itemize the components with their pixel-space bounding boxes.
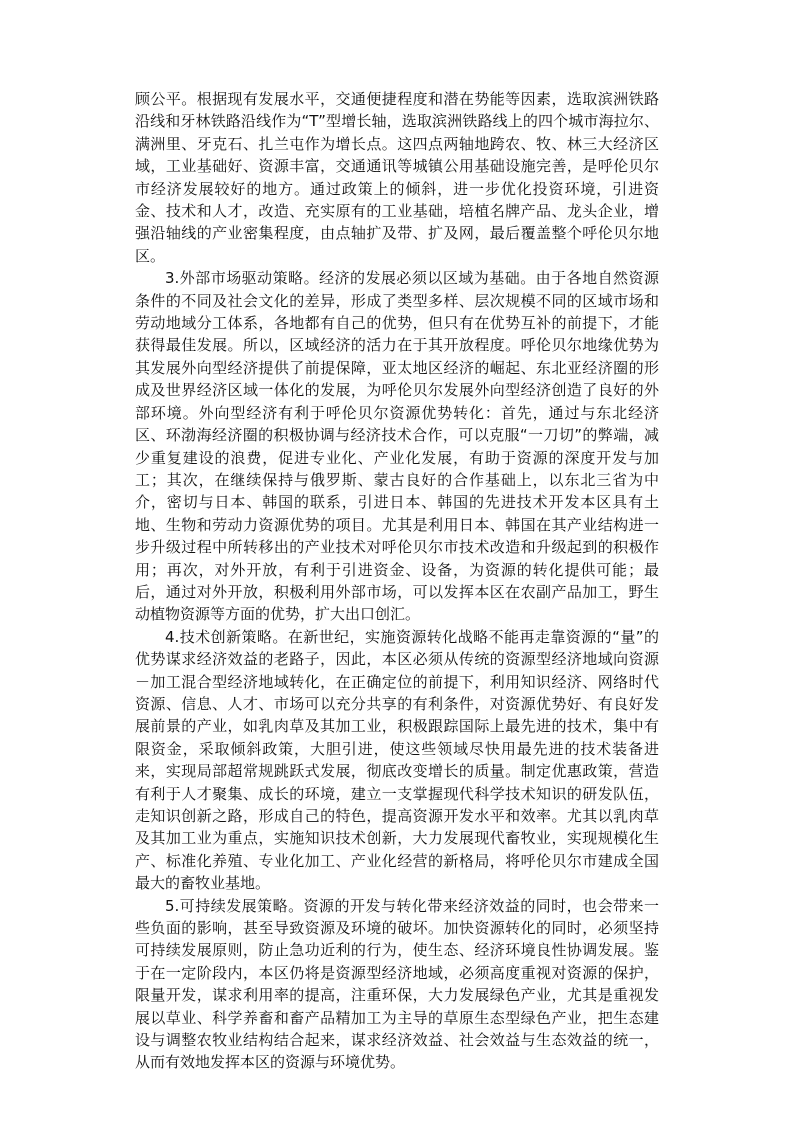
- paragraph-external-market-strategy: 3.外部市场驱动策略。经济的发展必须以区域为基础。由于各地自然资源条件的不同及社会文化的差异，形成了类型多样、层次规模不同的区域市场和劳动地域分工体系，各地都有自己的优势，但只有在优势互补的前提下，才能获得最佳发展。所以，区域经济的活力在于其开放程度。呼伦贝尔地缘优势为其发展外向型经济提供了前提保障，亚太地区经济的崛起、东北亚经济圈的形成及世界经济区域一体化的发展，为呼伦贝尔发展外向型经济创造了良好的外部环境。外向型经济有利于呼伦贝尔资源优势转化：首先，通过与东北经济区、环渤海经济圈的积极协调与经济技术合作，可以克服“一刀切”的弊端，减少重复建设的浪费，促进专业化、产业化发展，有助于资源的深度开发与加工；其次，在继续保持与俄罗斯、蒙古良好的合作基础上，以东北三省为中介，密切与日本、韩国的联系，引进日本、韩国的先进技术开发本区具有土地、生物和劳动力资源优势的项目。尤其是利用日本、韩国在其产业结构进一步升级过程中所转移出的产业技术对呼伦贝尔市技术改造和升级起到的积极作用；再次，对外开放，有利于引进资金、设备，为资源的转化提供可能；最后，通过对外开放，积极利用外部市场，可以发挥本区在农副产品加工，野生动植物资源等方面的优势，扩大出口创汇。: [135, 269, 659, 624]
- paragraph-sustainable-development-strategy: 5.可持续发展策略。资源的开发与转化带来经济效益的同时，也会带来一些负面的影响，甚至导致资源及环境的破坏。加快资源转化的同时，必须坚持可持续发展原则，防止急功近利的行为，使生态、经济环境良性协调发展。鉴于在一定阶段内，本区仍将是资源型经济地域，必须高度重视对资源的保护，限量开发，谋求利用率的提高，注重环保，大力发展绿色产业，尤其是重视发展以草业、科学养畜和畜产品精加工为主导的草原生态型绿色产业，把生态建设与调整农牧业结构结合起来，谋求经济效益、社会效益与生态效益的统一，从而有效地发挥本区的资源与环境优势。: [135, 896, 659, 1072]
- paragraph-continuation: 顾公平。根据现有发展水平，交通便捷程度和潜在势能等因素，选取滨洲铁路沿线和牙林铁路沿线作为“T”型增长轴，选取滨洲铁路线上的四个城市海拉尔、满洲里、牙克石、扎兰屯作为增长点。这四点两轴地跨农、牧、林三大经济区域，工业基础好、资源丰富，交通通讯等城镇公用基础设施完善，是呼伦贝尔市经济发展较好的地方。通过政策上的倾斜，进一步优化投资环境，引进资金、技术和人才，改造、充实原有的工业基础，培植名牌产品、龙头企业，增强沿轴线的产业密集程度，由点轴扩及带、扩及网，最后覆盖整个呼伦贝尔地区。: [135, 90, 659, 265]
- body-text: [135, 88, 659, 1074]
- paragraph-technology-innovation-strategy: 4.技术创新策略。在新世纪，实施资源转化战略不能再走靠资源的“量”的优势谋求经济效益的老路子，因此，本区必须从传统的资源型经济地域向资源－加工混合型经济地域转化，在正确定位的前提下，利用知识经济、网络时代资源、信息、人才、市场可以充分共享的有利条件，对资源优势好、有良好发展前景的产业，如乳肉草及其加工业，积极跟踪国际上最先进的技术，集中有限资金，采取倾斜政策，大胆引进，使这些领域尽快用最先进的技术装备进来，实现局部超常规跳跃式发展，彻底改变增长的质量。制定优惠政策，营造有利于人才聚集、成长的环境，建立一支掌握现代科学技术知识的研发队伍，走知识创新之路，形成自己的特色，提高资源开发水平和效率。尤其以乳肉草及其加工业为重点，实施知识技术创新，大力发展现代畜牧业，实现规模化生产、标准化养殖、专业化加工、产业化经营的新格局，将呼伦贝尔市建成全国最大的畜牧业基地。: [135, 627, 659, 893]
